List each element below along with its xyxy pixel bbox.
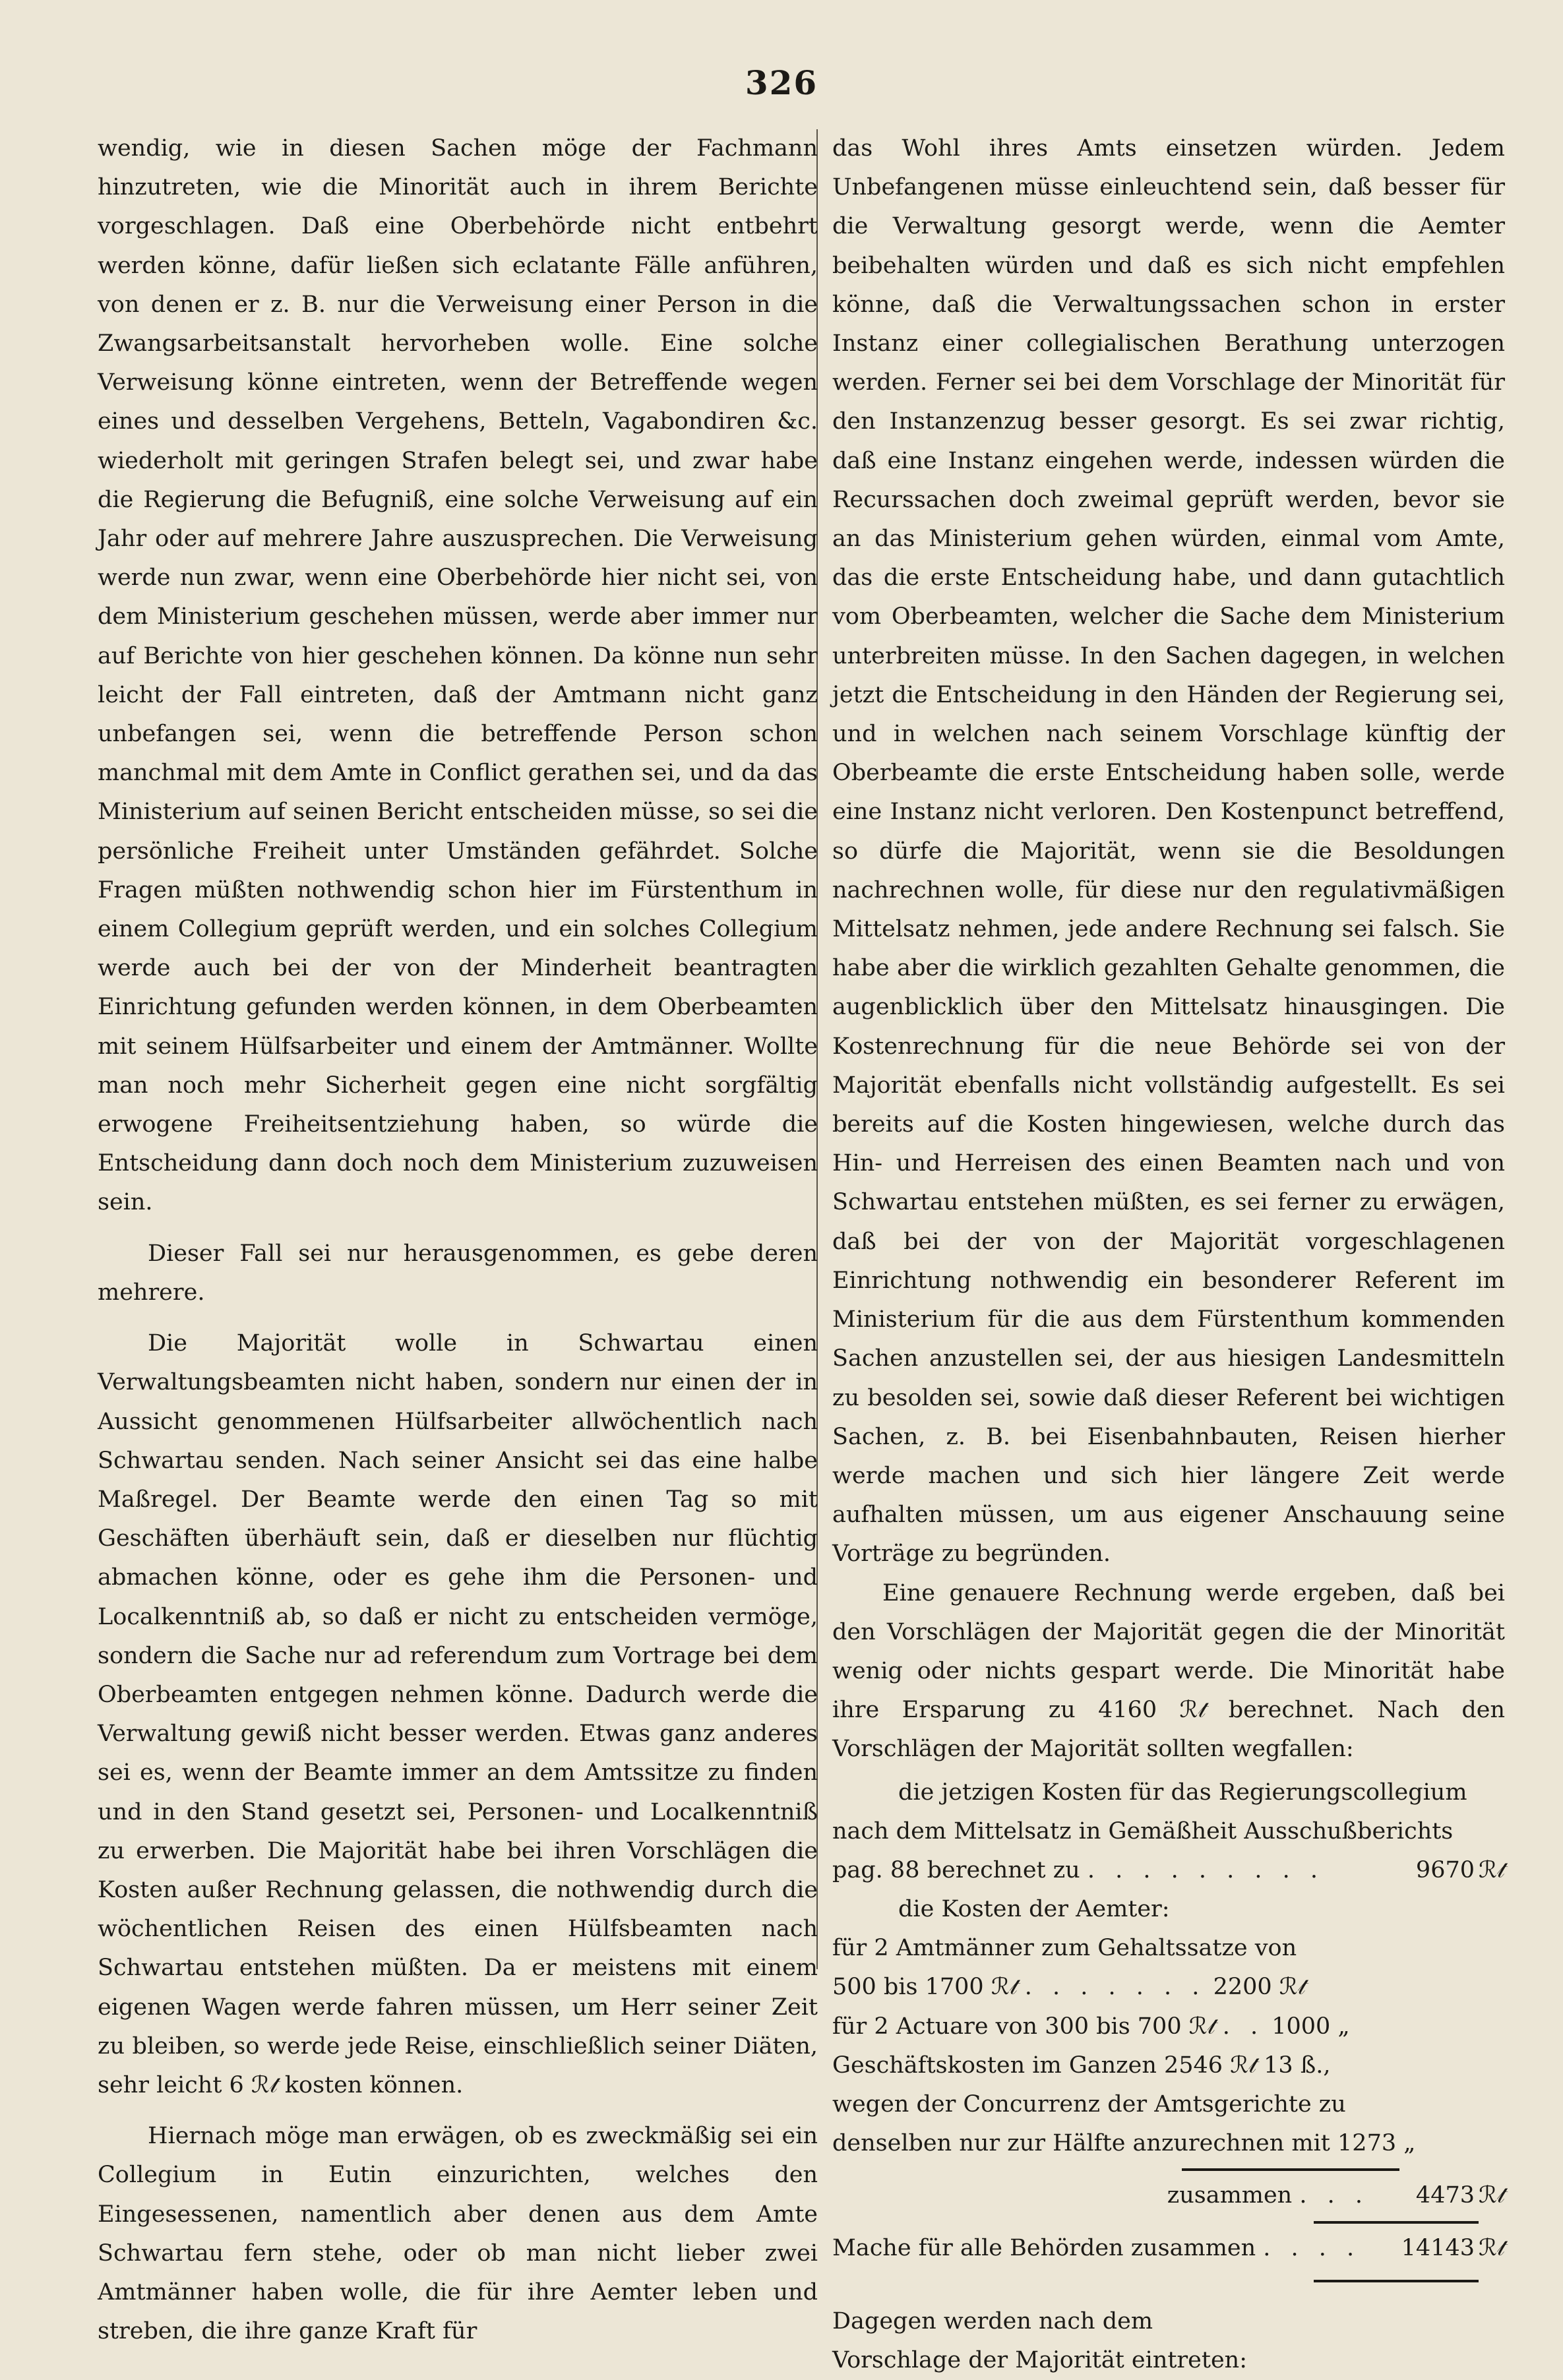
cost-label [832, 2007, 1505, 2046]
currency-unit: ℛ𝓉 [1279, 1974, 1306, 2001]
currency-unit: ℛ𝓉 [1479, 2182, 1505, 2209]
left-column [98, 129, 818, 2351]
cost-value: 2200 [1213, 1974, 1272, 2001]
leader-dots: . . . [1299, 2182, 1369, 2209]
cost-label: für 2 Amtmänner zum Gehaltssatze von [832, 1935, 1297, 1962]
ditto-mark: „ [1337, 2013, 1350, 2040]
cost-label: nach dem Mittelsatz in Gemäßheit Ausschußberichts [832, 1817, 1454, 1845]
ditto-mark: „ [1403, 2130, 1416, 2157]
cost-row [832, 1890, 1505, 1929]
leader-dots: . . . . [1263, 2234, 1361, 2261]
cost-label-text: für 2 Actuare von 300 bis 700 ℛ𝓉 [832, 2013, 1215, 2040]
cost-value: 1273 [1337, 2130, 1397, 2157]
cost-label [832, 1851, 1382, 1890]
leader-dots: . . . . . . . . . [1087, 1856, 1325, 1883]
cost-value: 1000 [1272, 2013, 1331, 2040]
page-number: 326 [745, 63, 818, 102]
paragraph: Dagegen werden nach dem Vorschlage der Majorität eintreten: [832, 2307, 1247, 2373]
cost-row [832, 2046, 1505, 2085]
paragraph: Eine genauere Rechnung werde ergeben, daß bei den Vorschlägen der Majorität gegen die der Minorität wenig oder nichts gespart werde. Die Minorität habe ihre Ersparung zu 4160 ℛ𝓉 berechnet. Nach den Vorschlägen der Majorität sollten wegfallen: [832, 1579, 1505, 1763]
cost-row [832, 1812, 1505, 1851]
paragraph: Die Majorität wolle in Schwartau einen Verwaltungsbeamten nicht haben, sondern nur einen der in Aussicht genommenen Hülfsarbeiter allwöchentlich nach Schwartau senden. Nach seiner Ansicht sei das eine halbe Maßregel. Der Beamte werde den einen Tag so mit Geschäften überhäuft sein, daß er dieselben nur flüchtig abmachen könne, oder es gehe ihm die Personen- und Localkenntniß ab, so daß er nicht zu entscheiden vermöge, sondern die Sache nur ad referendum zum Vortrage bei dem Oberbeamten entgegen nehmen könne. Dadurch werde die Verwaltung gewiß nicht besser werden. Etwas ganz anderes sei es, wenn der Beamte immer an dem Amtssitze zu finden und in den Stand gesetzt sei, Personen- und Localkenntniß zu erwerben. Die Majorität habe bei ihren Vorschlägen die Kosten außer Rechnung gelassen, die nothwendig durch die wöchentlichen Reisen des einen Hülfsbeamten nach Schwartau entstehen müßten. Da er meistens mit einem eigenen Wagen werde fahren müssen, um Herr seiner Zeit zu bleiben, so werde jede Reise, einschließlich seiner Diäten, sehr leicht 6 ℛ𝓉 kosten können. [98, 1330, 818, 2098]
paragraph: Dieser Fall sei nur herausgenommen, es gebe deren mehrere. [98, 1240, 818, 1306]
cost-label-text: 500 bis 1700 ℛ𝓉 [832, 1974, 1018, 2001]
cost-row [832, 2007, 1505, 2046]
cost-table [832, 1773, 1505, 2282]
paragraph: wendig, wie in diesen Sachen möge der Fachmann hinzutreten, wie die Minorität auch in ihrem Berichte vorgeschlagen. Daß eine Oberbehörde nicht entbehrt werden könne, dafür ließen sich eclatante Fälle anführen, von denen er z. B. nur die Verweisung einer Person in die Zwangsarbeitsanstalt hervorheben wolle. Eine solche Verweisung könne eintreten, wenn der Betreffende wegen eines und desselben Vergehens, Betteln, Vagabondiren &c. wiederholt mit geringen Strafen belegt sei, und zwar habe die Regierung die Befugniß, eine solche Verweisung auf ein Jahr oder auf mehrere Jahre auszusprechen. Die Verweisung werde nun zwar, wenn eine Oberbehörde hier nicht sei, von dem Ministerium geschehen müssen, werde aber immer nur auf Berichte von hier geschehen können. Da könne nun sehr leicht der Fall eintreten, daß der Amtmann nicht ganz unbefangen sei, wenn die betreffende Person schon manchmal mit dem Amte in Conflict gerathen sei, und da das Ministerium auf seinen Bericht entscheiden müsse, so sei die persönliche Freiheit unter Umständen gefährdet. Solche Fragen müßten nothwendig schon hier im Fürstenthum in einem Collegium geprüft werden, und ein solches Collegium werde auch bei der von der Minderheit beantragten Einrichtung gefunden werden können, in dem Oberbeamten mit seinem Hülfsarbeiter und einem der Amtmänner. Wollte man noch mehr Sicherheit gegen eine nicht sorgfältig erwogene Freiheitsentziehung haben, so würde die Entscheidung dann doch noch dem Ministerium zuzuweisen sein. [98, 135, 818, 1216]
cost-label-text: zusammen [1167, 2182, 1293, 2209]
cost-label: die jetzigen Kosten für das Regierungscollegium [898, 1779, 1467, 1806]
cost-row [832, 1929, 1505, 1968]
cost-row [832, 2085, 1505, 2124]
paragraph: Hiernach möge man erwägen, ob es zweckmäßig sei ein Collegium in Eutin einzurichten, welches den Eingesessenen, namentlich aber denen aus dem Amte Schwartau fern stehe, oder ob man nicht lieber zwei Amtmänner haben wolle, die für ihre Aemter leben und streben, die ihre ganze Kraft für [98, 2123, 818, 2345]
cost-label-text: Mache für alle Behörden zusammen [832, 2234, 1256, 2261]
cost-row [832, 1773, 1505, 1812]
paragraph: das Wohl ihres Amts einsetzen würden. Jedem Unbefangenen müsse einleuchtend sein, daß besser für die Verwaltung gesorgt werde, wenn die Aemter beibehalten würden und daß es sich nicht empfehlen könne, daß die Verwaltungssachen schon in erster Instanz einer collegialischen Berathung unterzogen werden. Ferner sei bei dem Vorschlage der Minorität für den Instanzenzug besser gesorgt. Es sei zwar richtig, daß eine Instanz eingehen werde, indessen würden die Recurssachen doch zweimal geprüft werden, bevor sie an das Ministerium gehen würden, einmal vom Amte, das die erste Entscheidung habe, und dann gutachtlich vom Oberbeamten, welcher die Sache dem Ministerium unterbreiten müsse. In den Sachen dagegen, in welchen jetzt die Entscheidung in den Händen der Regierung sei, und in welchen nach seinem Vorschlage künftig der Oberbeamte die erste Entscheidung haben solle, werde eine Instanz nicht verloren. Den Kostenpunct betreffend, so dürfe die Majorität, wenn sie die Besoldungen nachrechnen wolle, für diese nur den regulativmäßigen Mittelsatz nehmen, jede andere Rechnung sei falsch. Sie habe aber die wirklich gezahlten Gehalte genommen, die augenblicklich über den Mittelsatz hinausgingen. Die Kostenrechnung für die neue Behörde sei von der Majorität ebenfalls nicht vollständig aufgestellt. Es sei bereits auf die Kosten hingewiesen, welche durch das Hin- und Herreisen des einen Beamten nach und von Schwartau entstehen müßten, es sei ferner zu erwägen, daß bei der von der Majorität vorgeschlagenen Einrichtung nothwendig ein besonderer Referent im Ministerium für die aus dem Fürstenthum kommenden Sachen anzustellen sei, der aus hiesigen Landesmitteln zu besolden sei, sowie daß dieser Referent bei wichtigen Sachen, z. B. bei Eisenbahnbauten, Reisen hierher werde machen und sich hier längere Zeit werde aufhalten müssen, um aus eigener Anschauung seine Vorträge zu begründen. [832, 135, 1505, 1568]
cost-row [832, 1968, 1505, 2007]
leader-dots: . . . . . . . [1024, 1974, 1206, 2001]
cost-row [832, 1851, 1505, 1890]
cost-row [832, 2124, 1505, 2163]
sum-rule [1182, 2168, 1399, 2171]
cost-label [832, 2124, 1505, 2163]
cost-label [832, 1968, 1505, 2007]
cost-label: Geschäftskosten im Ganzen 2546 ℛ𝓉 13 ß., [832, 2052, 1331, 2079]
cost-value: 4473 [1415, 2182, 1475, 2209]
sum-rule [1314, 2221, 1479, 2224]
cost-label-text: denselben nur zur Hälfte anzurechnen mit [832, 2130, 1330, 2157]
cost-row [832, 2229, 1505, 2268]
currency-unit: ℛ𝓉 [1479, 1856, 1505, 1883]
right-column [832, 129, 1505, 2380]
cost-label: wegen der Concurrenz der Amtsgerichte zu [832, 2091, 1346, 2118]
cost-row [832, 2176, 1505, 2215]
cost-label: die Kosten der Aemter: [898, 1896, 1170, 1923]
leader-dots: . . [1222, 2013, 1265, 2040]
total-rule [1314, 2280, 1479, 2282]
cost-value: 14143 [1401, 2234, 1475, 2261]
currency-unit: ℛ𝓉 [1479, 2234, 1505, 2261]
cost-value: 9670 [1415, 1856, 1475, 1883]
cost-label [832, 2229, 1382, 2268]
cost-label [832, 2176, 1382, 2215]
cost-label-text: pag. 88 berechnet zu [832, 1856, 1080, 1883]
